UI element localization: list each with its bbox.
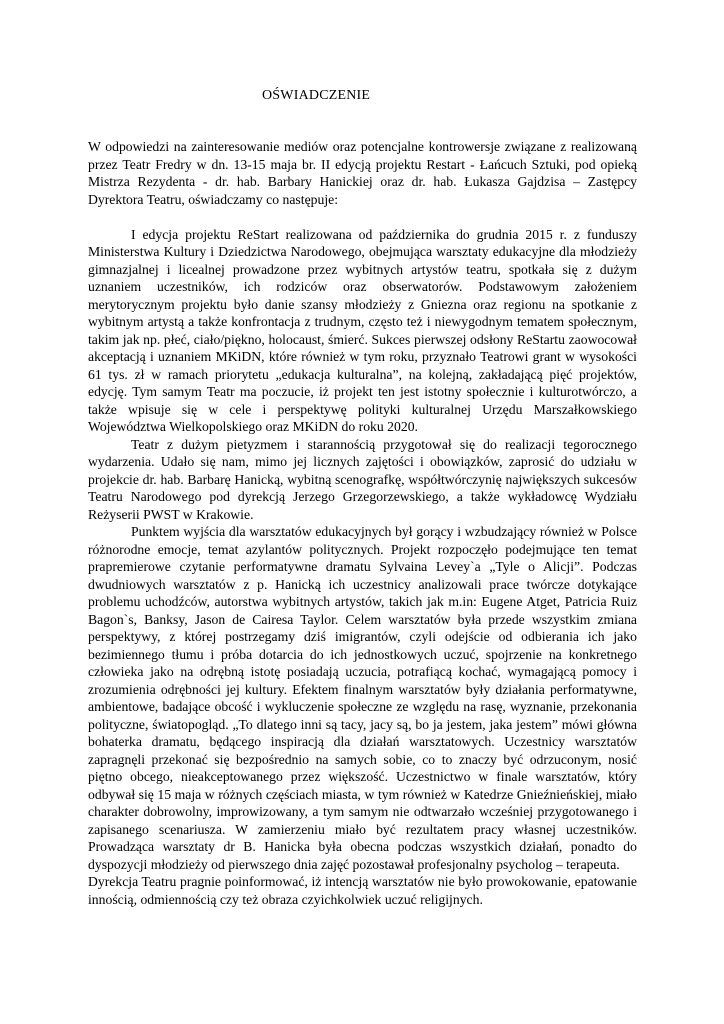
paragraph-workshops: Punktem wyjścia dla warsztatów edukacyjnych był gorący i wzbudzający również w Polsce różnorodne emocje, temat azylantów politycznych. Projekt rozpoczęło podejmujące ten temat prapremierowe czytanie performatywne dramatu Sylvaina Levey`a „Tyle o Alicji”. Podczas dwudniowych warsztatów z p. Hanicką ich uczestnicy analizowali prace twórcze dotykające problemu uchodźców, autorstwa wybitnych artystów, takich jak m.in: Eugene Atget, Patricia Ruiz Bagon`s, Banksy, Jason de Cairesa Taylor. Celem warsztatów była przede wszystkim zmiana perspektywy, z której postrzegamy dziś imigrantów, czyli odejście od odbierania ich jako bezimiennego tłumu i próba dotarcia do ich jednostkowych uczuć, spojrzenie na konkretnego człowieka jako na odrębną istotę posiadają uczucia, potrafiącą kochać, wymagającą pomocy i zrozumienia odrębności jej kultury. Efektem finalnym warsztatów były działania performatywne, ambientowe, badające obcość i wykluczenie społeczne ze względu na rasę, wyznanie, przekonania polityczne, światopogląd. „To dlatego inni są tacy, jacy są, bo ja jestem, jaka jestem” mówi główna bohaterka dramatu, będącego inspiracją dla działań warsztatowych. Uczestnicy warsztatów zapragnęli przekonać się bezpośrednio na samych sobie, co to znaczy być odrzuconym, nosić piętno obcego, nieakceptowanego przez większość. Uczestnictwo w finale warsztatów, który odbywał się 15 maja w różnych częściach miasta, w tym również w Katedrze Gnieźnieńskiej, miało charakter dobrowolny, improwizowany, a tym samym nie odtwarzało wcześniej przygotowanego i zapisanego scenariusza. W zamierzeniu miało być rezultatem pracy własnej uczestników. Prowadząca warsztaty dr B. Hanicka była obecna podczas wszystkich działań, ponadto do dyspozycji młodzieży od pierwszego dnia zajęć pozostawał profesjonalny psycholog – terapeuta. [88, 524, 637, 872]
document-body [88, 138, 637, 908]
intro-paragraph: W odpowiedzi na zainteresowanie mediów oraz potencjalne kontrowersje związane z realizowaną przez Teatr Fredry w dn. 13-15 maja br. II edycją projektu Restart - Łańcuch Sztuki, pod opieką Mistrza Rezydenta - dr. hab. Barbary Hanickiej oraz dr. hab. Łukasza Gajdzisa – Zastępcy Dyrektora Teatru, oświadczamy co następuje: [88, 139, 637, 207]
paragraph-first-edition: I edycja projektu ReStart realizowana od października do grudnia 2015 r. z funduszy Ministerstwa Kultury i Dziedzictwa Narodowego, obejmująca warsztaty edukacyjne dla młodzieży gimnazjalnej i licealnej prowadzone przez wybitnych artystów teatru, spotkała się z dużym uznaniem uczestników, ich rodziców oraz obserwatorów. Podstawowym założeniem merytorycznym projektu było danie szansy młodzieży z Gniezna oraz regionu na spotkanie z wybitnym artystą a także konfrontacja z trudnym, często też i niewygodnym tematem społecznym, takim jak np. płeć, ciało/piękno, holocaust, śmierć. Sukces pierwszej odsłony ReStartu zaowocował akceptacją i uznaniem MKiDN, które również w tym roku, przyznało Teatrowi grant w wysokości 61 tys. zł w ramach priorytetu „edukacja kulturalna”, na kolejną, zakładającą pięć projektów, edycję. Tym samym Teatr ma poczucie, iż projekt ten jest istotny społecznie i kulturotwórczo, a także wpisuje się w cele i perspektywę polityki kulturalnej Urzędu Marszałkowskiego Województwa Wielkopolskiego oraz MKiDN do roku 2020. [88, 226, 637, 434]
document-title: OŚWIADCZENIE [262, 88, 371, 103]
paragraph-preparation: Teatr z dużym pietyzmem i starannością przygotował się do realizacji tegorocznego wydarzenia. Udało się nam, mimo jej licznych zajętości i obowiązków, zaprosić do udziału w projekcie dr. hab. Barbarę Hanicką, wybitną scenografkę, współtwórczynię największych sukcesów Teatru Narodowego pod dyrekcją Jerzego Grzegorzewskiego, a także wykładowcę Wydziału Reżyserii PWST w Krakowie. [88, 436, 637, 522]
closing-paragraph: Dyrekcja Teatru pragnie poinformować, iż intencją warsztatów nie było prowokowanie, epatowanie innością, odmiennością czy też obraza czyichkolwiek uczuć religijnych. [88, 874, 637, 907]
